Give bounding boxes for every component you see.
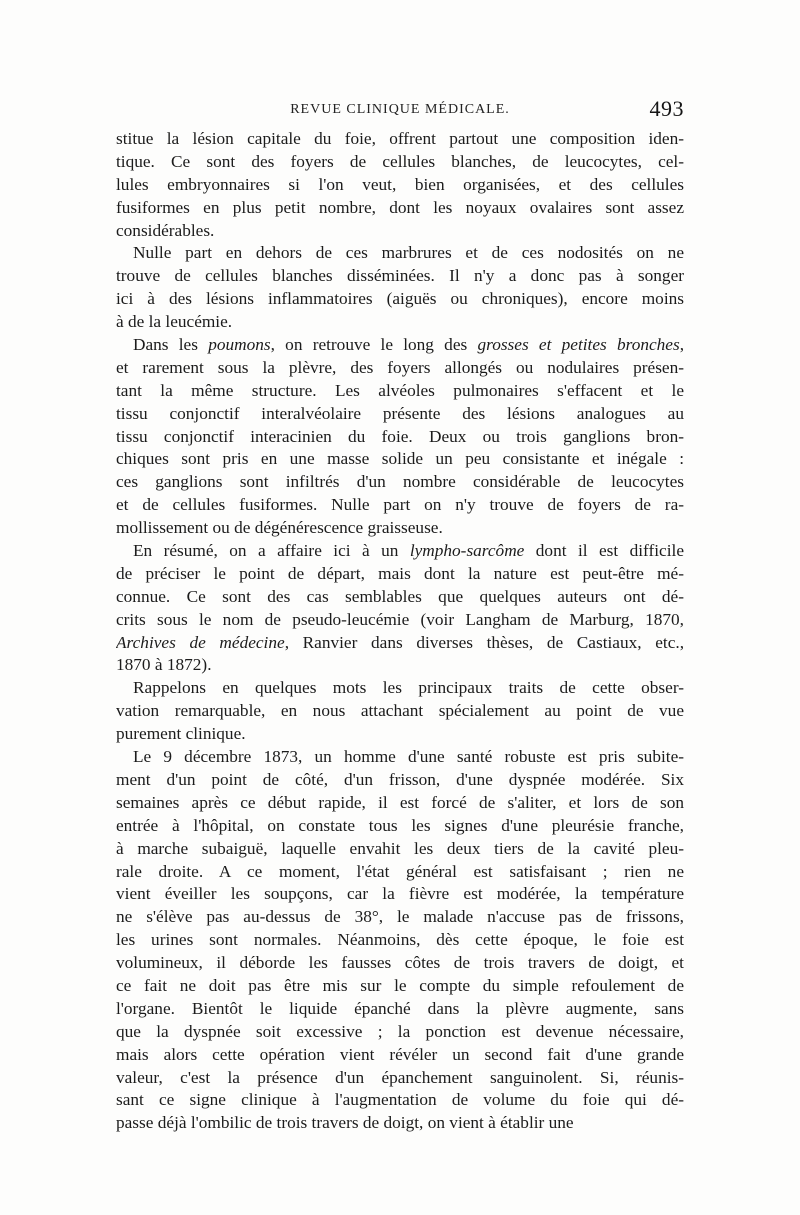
text-run: passe déjà l'ombilic de trois travers de doigt, on vient à établir une: [116, 1113, 574, 1133]
text-run: mais alors cette opération vient révéler un second fait d'une grande: [116, 1044, 684, 1064]
text-line: [116, 906, 684, 929]
text-run: à marche subaiguë, laquelle envahit les deux tiers de la cavité pleu-: [116, 838, 684, 858]
text-line: [116, 952, 684, 975]
italic-text: Archives de médecine: [116, 632, 285, 652]
text-run: fusiformes en plus petit nombre, dont les noyaux ovalaires sont assez: [116, 197, 684, 217]
text-line: [116, 838, 684, 861]
text-line: [116, 265, 684, 288]
text-line: [116, 448, 684, 471]
text-run: les urines sont normales. Néanmoins, dès cette époque, le foie est: [116, 930, 684, 950]
text-line: [116, 654, 684, 677]
text-run: dont il est difficile: [524, 541, 684, 561]
text-line: [116, 1021, 684, 1044]
text-line: [116, 1112, 684, 1135]
text-run: , on retrouve le long des: [270, 335, 478, 355]
text-line: [116, 929, 684, 952]
text-line: [116, 677, 684, 700]
text-run: chiques sont pris en une masse solide un peu consistante et inégale :: [116, 449, 684, 469]
text-run: trouve de cellules blanches disséminées. Il n'y a donc pas à songer: [116, 266, 684, 286]
running-title: REVUE CLINIQUE MÉDICALE.: [290, 102, 510, 117]
text-run: et de cellules fusiformes. Nulle part on n'y trouve de foyers de ra-: [116, 495, 684, 515]
body-text: [116, 128, 684, 1135]
text-run: Nulle part en dehors de ces marbrures et de ces nodosités on ne: [133, 243, 684, 263]
text-line: [116, 197, 684, 220]
text-line: [116, 242, 684, 265]
text-line: [116, 380, 684, 403]
text-run: tant la même structure. Les alvéoles pulmonaires s'effacent et le: [116, 380, 684, 400]
text-line: [116, 632, 684, 655]
text-run: ment d'un point de côté, d'un frisson, d'une dyspnée modérée. Six: [116, 769, 684, 789]
text-run: à de la leucémie.: [116, 312, 233, 332]
text-line: [116, 563, 684, 586]
text-run: tissu conjonctif interalvéolaire présente des lésions analogues au: [116, 403, 684, 423]
text-run: que la dyspnée soit excessive ; la ponction est devenue nécessaire,: [116, 1021, 684, 1041]
text-run: tissu conjonctif interacinien du foie. Deux ou trois ganglions bron-: [116, 426, 684, 446]
text-run: ici à des lésions inflammatoires (aiguës ou chroniques), encore moins: [116, 289, 684, 309]
text-run: vient éveiller les soupçons, car la fièvre est modérée, la température: [116, 884, 684, 904]
text-run: purement clinique.: [116, 724, 246, 744]
text-line: [116, 700, 684, 723]
text-line: [116, 174, 684, 197]
text-run: valeur, c'est la présence d'un épanchement sanguinolent. Si, réunis-: [116, 1067, 684, 1087]
text-run: lules embryonnaires si l'on veut, bien organisées, et des cellules: [116, 174, 684, 194]
text-run: vation remarquable, en nous attachant spécialement au point de vue: [116, 701, 684, 721]
text-run: connue. Ce sont des cas semblables que quelques auteurs ont dé-: [116, 586, 684, 606]
text-line: [116, 769, 684, 792]
page-number: 493: [649, 96, 684, 121]
text-run: , Ranvier dans diverses thèses, de Castiaux, etc.,: [284, 632, 684, 652]
text-line: [116, 220, 684, 243]
text-run: 1870 à 1872).: [116, 655, 212, 675]
text-run: l'organe. Bientôt le liquide épanché dans la plèvre augmente, sans: [116, 998, 684, 1018]
text-line: [116, 426, 684, 449]
text-run: mollissement ou de dégénérescence graisseuse.: [116, 518, 443, 538]
text-run: ,: [679, 335, 684, 355]
text-line: [116, 128, 684, 151]
text-run: volumineux, il déborde les fausses côtes de trois travers de doigt, et: [116, 953, 684, 973]
running-head: [116, 96, 684, 124]
text-run: rale droite. A ce moment, l'état général est satisfaisant ; rien ne: [116, 861, 684, 881]
text-run: ne s'élève pas au-dessus de 38°, le malade n'accuse pas de frissons,: [116, 907, 684, 927]
text-line: [116, 288, 684, 311]
text-line: [116, 975, 684, 998]
text-line: [116, 540, 684, 563]
text-line: [116, 334, 684, 357]
text-run: ce fait ne doit pas être mis sur le compte du simple refoulement de: [116, 975, 684, 995]
text-line: [116, 151, 684, 174]
text-line: [116, 609, 684, 632]
text-line: [116, 586, 684, 609]
text-line: [116, 471, 684, 494]
text-line: [116, 883, 684, 906]
italic-text: lympho-sarcôme: [409, 541, 525, 561]
text-line: [116, 723, 684, 746]
text-line: [116, 494, 684, 517]
text-line: [116, 403, 684, 426]
text-run: Dans les: [133, 335, 209, 355]
text-run: considérables.: [116, 220, 215, 240]
text-run: ces ganglions sont infiltrés d'un nombre considérable de leucocytes: [116, 472, 684, 492]
text-line: [116, 1089, 684, 1112]
text-run: de préciser le point de départ, mais dont la nature est peut-être mé-: [116, 563, 684, 583]
italic-text: poumons: [208, 335, 271, 355]
text-line: [116, 998, 684, 1021]
text-run: entrée à l'hôpital, on constate tous les signes d'une pleurésie franche,: [116, 815, 684, 835]
text-line: [116, 1044, 684, 1067]
text-run: crits sous le nom de pseudo-leucémie (voir Langham de Marburg, 1870,: [116, 609, 684, 629]
text-run: et rarement sous la plèvre, des foyers allongés ou nodulaires présen-: [116, 357, 684, 377]
text-run: sant ce signe clinique à l'augmentation de volume du foie qui dé-: [116, 1090, 684, 1110]
text-run: Rappelons en quelques mots les principaux traits de cette obser-: [133, 678, 684, 698]
text-run: stitue la lésion capitale du foie, offrent partout une composition iden-: [116, 129, 684, 148]
text-run: semaines après ce début rapide, il est forcé de s'aliter, et lors de son: [116, 792, 684, 812]
text-line: [116, 746, 684, 769]
text-line: [116, 517, 684, 540]
text-line: [116, 1067, 684, 1090]
text-line: [116, 792, 684, 815]
italic-text: grosses et petites bronches: [477, 335, 680, 355]
text-line: [116, 815, 684, 838]
text-line: [116, 861, 684, 884]
text-run: Le 9 décembre 1873, un homme d'une santé robuste est pris subite-: [133, 747, 684, 767]
text-run: En résumé, on a affaire ici à un: [133, 541, 410, 561]
text-line: [116, 311, 684, 334]
text-run: tique. Ce sont des foyers de cellules blanches, de leucocytes, cel-: [116, 151, 684, 171]
text-line: [116, 357, 684, 380]
